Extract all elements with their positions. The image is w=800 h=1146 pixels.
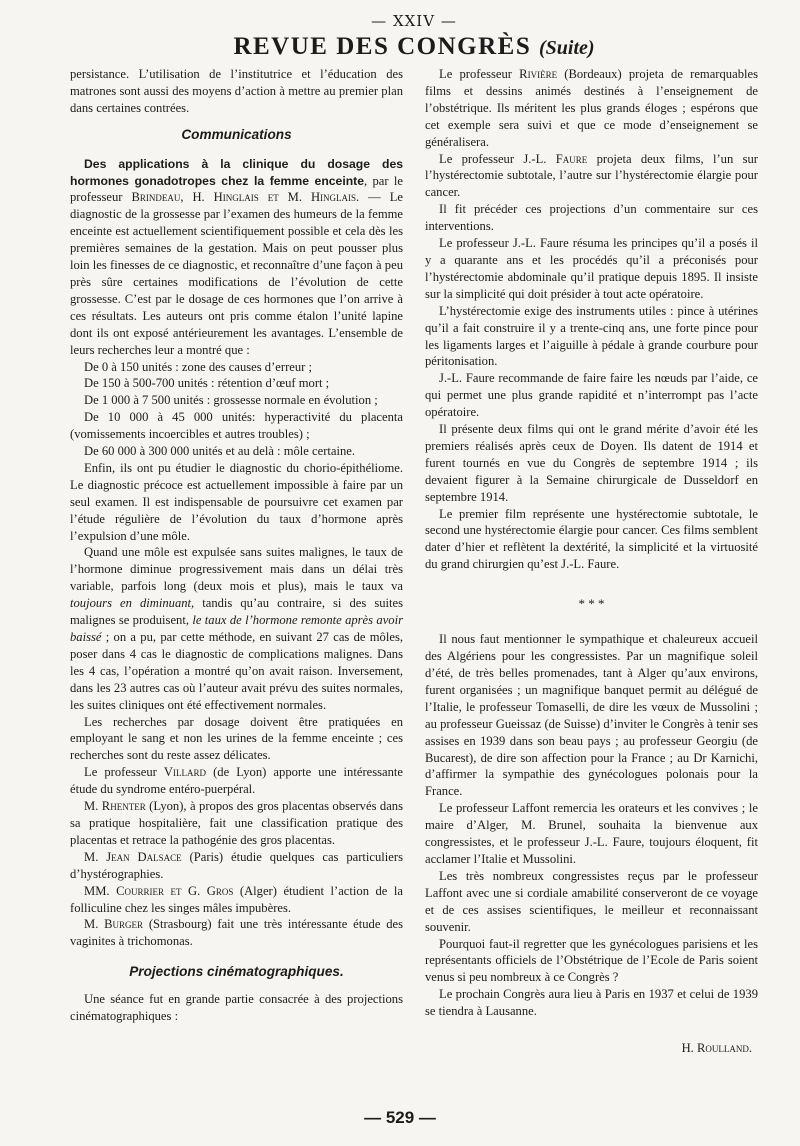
author-signature: H. Roulland.: [681, 1041, 752, 1056]
text: (Strasbourg) fait une très intéressante étude des vaginites à trichomonas.: [70, 917, 404, 949]
text: Le professeur: [439, 67, 520, 81]
text: (Paris) étudie quelques cas particuliers d’hystérographies.: [70, 849, 403, 881]
text: Quand une môle est expulsée sans suites malignes, le taux de l’hormone diminue progressivement mais dans un délai très variable, parfois long (deux mois et plus), mais le taux va: [70, 545, 403, 594]
italic-text: toujours en diminuant,: [70, 596, 195, 611]
text: MM.: [84, 883, 117, 898]
paragraph: Une séance fut en grande partie consacrée à des projections cinématographiques :: [70, 992, 403, 1024]
page-number: — 529 —: [364, 1108, 436, 1127]
paragraph-faure: [425, 151, 758, 202]
text: ; on a pu, par cette méthode, en suivant 27 cas de môles, poser dans 4 cas le diagnostic de complications malignes. Dans les 4 cas, l’opération a montré qu’on avait raison. Inversement, dans les 23 autres cas où l’auteur avait prévu des suites normales, les suites cliniques ont été effectivement normales.: [70, 630, 403, 712]
communication-burger: [70, 916, 403, 950]
left-column: [70, 66, 403, 1057]
text: (Bordeaux) projeta de remarquables films et dessins animés destinés à l’enseignement de l’obstétrique. Ils méritent les plus grands éloges ; espérons que cet exemple sera suivi et que ce mode d’enseignement se généralisera.: [425, 67, 758, 149]
author-name: Jean Dalsace: [106, 849, 182, 864]
communication-rhenter: [70, 798, 403, 849]
section-heading-projections: Projections cinématographiques.: [129, 964, 344, 980]
paragraph: Il nous faut mentionner le sympathique et chaleureux accueil des Algériens pour les congressistes. Par un magnifique soleil d’été, de très belles promenades, tant à Alger qu’aux environs, furent organisées ; un magnifique banquet permit au délégué de l’Italie, le professeur Tomaselli, de dire les vœux de Mussolini ; au professeur Gueissaz (de Suisse) d’inviter le Congrès à tenir ses assises en 1939 dans son beau pays ; au professeur Georgiu (de Bucarest), de dire son affection pour la France ; au Dr Karnichi, d’affirmer la sympathie des gynécologues polonais pour la France.: [425, 632, 758, 799]
paragraph: persistance. L’utilisation de l’institutrice et l’éducation des matrones sont aussi des moyens d’action à mettre au premier plan dans certaines contrées.: [70, 67, 403, 115]
paragraph: Pourquoi faut-il regretter que les gynécologues parisiens et les représentants officiels de l’Obstétrique de l’Ecole de Paris soient venus si peu nombreux à ce Congrès ?: [425, 936, 758, 985]
text: tandis qu’au contraire, si des suites malignes se produisent,: [70, 596, 403, 628]
paragraph: Il présente deux films qui ont le grand mérite d’avoir été les premiers réalisés après ceux de Doyen. Ils datent de 1914 et furent tournés en vue du Congrès de septembre 1914 ; ils devaient figurer à la Semaine chirurgicale de Dusseldorf en septembre 1914.: [425, 422, 758, 504]
header-suite: (Suite): [538, 37, 595, 59]
paragraph: [70, 544, 403, 713]
page-header: [70, 32, 758, 66]
author-name: Courrier et G. Gros: [116, 883, 234, 898]
header-title: REVUE DES CONGRÈS: [233, 33, 532, 60]
text: projeta deux films, l’un sur l’hystérectomie subtotale, l’autre sur l’hystérectomie élargie pour cancer.: [425, 151, 758, 200]
paragraph: Le prochain Congrès aura lieu à Paris en 1937 et celui de 1939 se tiendra à Lausanne.: [425, 987, 758, 1019]
text: — Le diagnostic de la grossesse par l’examen des humeurs de la femme enceinte est actuellement scientifiquement possible et cela dès les premières semaines de la gestation. Mais on peut pousser plus loin les finesses de ce diagnostic, et reconnaître d’une façon à peu près sûre certaines modifications de l’évolution de cette grossesse. C’est par le dosage de ces hormones que l’on arrive à ces résultats. Les auteurs ont pris comme étalon l’unité lapine dont ils ont exposé antérieurement les avantages. L’ensemble de leurs recherches leur a montré que :: [70, 190, 403, 357]
author-name: Rivière: [519, 67, 558, 81]
paragraph: Enfin, ils ont pu étudier le diagnostic du chorio-épithéliome. Le diagnostic précoce est actuellement impossible à faire par un seul examen. Il est indispensable de poursuivre cet examen par l’étude régulière de l’évolution du taux d’hormone après l’expulsion d’une môle.: [70, 460, 403, 543]
paragraph: Le premier film représente une hystérectomie subtotale, le second une hystérectomie élargie pour cancer. Ces films semblent dater d’hier et reflètent la dextérité, la simplicité et la virtuosité du grand chirurgien qu’est J.-L. Faure.: [425, 506, 758, 572]
paragraph: Les très nombreux congressistes reçus par le professeur Laffont avec une si cordiale amabilité conserveront de ce voyage et de ces assises scientifiques, le meilleur et reconnaissant souvenir.: [425, 868, 758, 934]
italic-text: le taux de l’hormone remonte après avoir baissé: [70, 613, 403, 644]
list-item: De 60 000 à 300 000 unités et au delà : môle certaine.: [84, 444, 356, 459]
text: (Lyon), à propos des gros placentas observés dans sa pratique hospitalière, fait une classification pratique des placentas et retrace la pathogénie des gros placentas.: [70, 799, 403, 847]
roman-folio: — XXIV —: [371, 12, 457, 30]
asterism-separator: * * *: [578, 596, 605, 612]
paragraph: Les recherches par dosage doivent être pratiquées en employant le sang et non les urines de la femme enceinte ; ces recherches sont du reste assez délicates.: [70, 714, 403, 763]
text: (Alger) étudient l’action de la folliculine chez les singes mâles impubères.: [70, 883, 403, 915]
text: Le professeur: [84, 765, 164, 780]
list-item: De 1 000 à 7 500 unités : grossesse normale en évolution ;: [84, 393, 378, 408]
text: , par le professeur: [70, 173, 403, 205]
author-name: Villard: [163, 765, 207, 780]
paragraph: Le professeur J.-L. Faure résuma les principes qu’il a posés il y a quarante ans et les procédés qu’il a préconisés pour l’hystérectomie abdominale qu’il pratique depuis 1895. Il insiste sur la simplicité qui doit présider à tout acte opératoire.: [425, 236, 758, 301]
text: (de Lyon) apporte une intéressante étude du syndrome entéro-puerpéral.: [70, 765, 403, 797]
paragraph: Il fit précéder ces projections d’un commentaire sur ces interventions.: [425, 202, 758, 234]
right-column: [425, 66, 758, 1057]
text: M.: [84, 799, 102, 814]
list-item: De 150 à 500-700 unités : rétention d’œuf mort ;: [84, 376, 330, 391]
communication-villard: [70, 764, 403, 798]
author-name: Rhenter: [101, 799, 146, 814]
paragraph: Le professeur Laffont remercia les orateurs et les convives ; le maire d’Alger, M. Brunel, souhaita la bienvenue aux congressistes, et le professeur J.-L. Faure, toujours éloquent, fit acclamer l’Italie et Mussolini.: [425, 801, 758, 866]
list-item: De 10 000 à 45 000 unités: hyperactivité du placenta (vomissements incoercibles et autres troubles) ;: [70, 410, 403, 442]
two-columns: [70, 66, 758, 1057]
paragraph: J.-L. Faure recommande de faire faire les nœuds par l’aide, ce qui permet une plus grande rapidité et n’interrompt pas l’acte opératoire.: [425, 371, 758, 420]
author-names: Brindeau, H. Hinglais et M. Hinglais.: [131, 190, 360, 205]
author-name: Burger: [104, 917, 144, 932]
paragraph: L’hystérectomie exige des instruments utiles : pince à utérines qu’il a fait construire il y a trente-cinq ans, une forte pince pour les ligaments larges et l’aiguille à pédale à grande courbure pour péritonisation.: [425, 303, 758, 369]
communication-dalsace: [70, 849, 403, 883]
text: Le professeur: [439, 151, 524, 166]
communication-title: Des applications à la clinique du dosage des hormones gonadotropes chez la femme enceinte: [70, 156, 403, 188]
author-name: J.-L. Faure: [523, 151, 588, 166]
text: M.: [84, 849, 107, 864]
communication-courrier: [70, 883, 403, 917]
communication-brindeau: [70, 156, 403, 359]
section-heading-communications: Communications: [181, 126, 292, 142]
text: M.: [84, 917, 105, 932]
paragraph-riviere: [425, 66, 758, 151]
list-item: De 0 à 150 unités : zone des causes d’erreur ;: [84, 359, 313, 374]
